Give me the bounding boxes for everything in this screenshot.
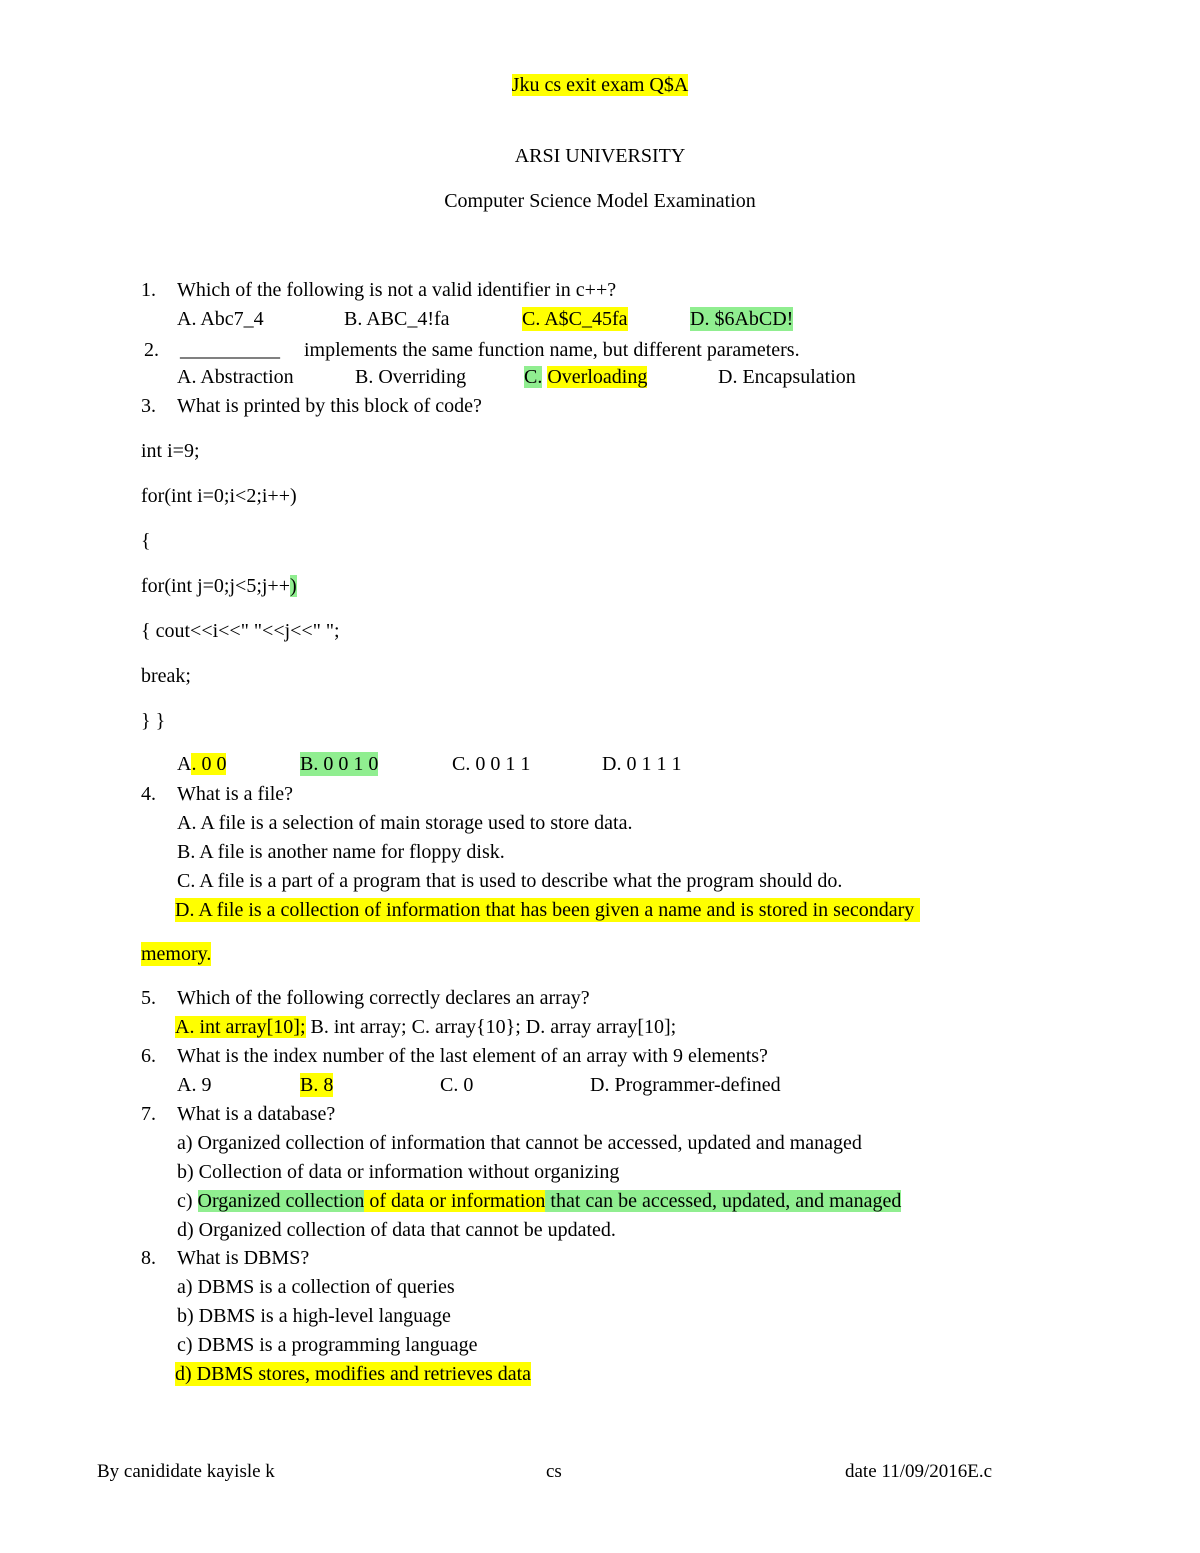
option-a: A. A file is a selection of main storage used to store data. (177, 812, 633, 834)
option-c: C. 0 (440, 1074, 474, 1096)
option-b-highlighted: B. 8 (300, 1074, 334, 1096)
code-line: for(int j=0;j<5;j++) (141, 575, 297, 597)
question-number: 5. (141, 987, 156, 1009)
footer-date: date 11/09/2016E.c (845, 1461, 993, 1482)
footer-author: By canididate kayisle k (97, 1461, 275, 1482)
question-number: 4. (141, 783, 156, 805)
code-line: { cout<<i<<" "<<j<<" "; (141, 620, 340, 642)
footer-center: cs (546, 1461, 562, 1482)
option-c-highlighted: C. A$C_45fa (522, 308, 628, 330)
option-b-highlighted: B. 0 0 1 0 (300, 753, 379, 775)
question-number: 2. (144, 339, 159, 361)
options-line: A. int array[10]; B. int array; C. array{10}; D. array array[10]; (175, 1016, 677, 1038)
option-d-highlighted: D. $6AbCD! (690, 308, 794, 330)
question-text: implements the same function name, but different parameters. (304, 339, 800, 361)
code-line: for(int i=0;i<2;i++) (141, 485, 297, 507)
option-d: D. 0 1 1 1 (602, 753, 682, 775)
university-title: ARSI UNIVERSITY (514, 145, 686, 167)
option-d: D. Encapsulation (718, 366, 856, 388)
option-c: C. A file is a part of a program that is used to describe what the program should do. (177, 870, 843, 892)
question-number: 6. (141, 1045, 156, 1067)
option-a: A. Abstraction (177, 366, 294, 388)
question-text: What is a file? (177, 783, 294, 805)
banner: Jku cs exit exam Q$A (511, 74, 689, 96)
question-number: 8. (141, 1247, 156, 1269)
option-b: B. Overriding (355, 366, 467, 388)
option-a: a) DBMS is a collection of queries (177, 1276, 455, 1298)
option-c: c) DBMS is a programming language (177, 1334, 478, 1356)
option-a: A. Abc7_4 (177, 308, 264, 330)
option-b: b) DBMS is a high-level language (177, 1305, 451, 1327)
question-blank: __________ (180, 339, 280, 361)
option-d-continuation: memory. (141, 943, 212, 965)
option-d-highlighted: d) DBMS stores, modifies and retrieves data (175, 1363, 532, 1385)
question-number: 7. (141, 1103, 156, 1125)
question-number: 1. (141, 279, 156, 301)
question-text: What is the index number of the last element of an array with 9 elements? (177, 1045, 768, 1067)
option-c: C. 0 0 1 1 (452, 753, 531, 775)
code-line: { (141, 530, 151, 552)
option-b: B. A file is another name for floppy disk. (177, 841, 505, 863)
option-d-highlighted: D. A file is a collection of information that has been given a name and is stored in secondary (175, 898, 920, 922)
exam-title: Computer Science Model Examination (444, 190, 756, 212)
option-c: C. Overloading (524, 366, 648, 388)
question-number: 3. (141, 395, 156, 417)
question-text: Which of the following correctly declares an array? (177, 987, 590, 1009)
code-line: } } (141, 710, 166, 732)
question-text: What is a database? (177, 1103, 336, 1125)
option-b: b) Collection of data or information without organizing (177, 1161, 620, 1183)
option-c: c) Organized collection of data or information that can be accessed, updated, and managed (177, 1190, 902, 1212)
option-a: a) Organized collection of information that cannot be accessed, updated and managed (177, 1132, 862, 1154)
option-d: D. Programmer-defined (590, 1074, 781, 1096)
option-a: A. 9 (177, 1074, 212, 1096)
question-text: Which of the following is not a valid identifier in c++? (177, 279, 617, 301)
question-text: What is DBMS? (177, 1247, 310, 1269)
option-b: B. ABC_4!fa (344, 308, 450, 330)
option-a: A. 0 0 (177, 753, 227, 775)
code-line: int i=9; (141, 440, 200, 462)
question-text: What is printed by this block of code? (177, 395, 482, 417)
code-line: break; (141, 665, 191, 687)
option-d: d) Organized collection of data that cannot be updated. (177, 1219, 616, 1241)
